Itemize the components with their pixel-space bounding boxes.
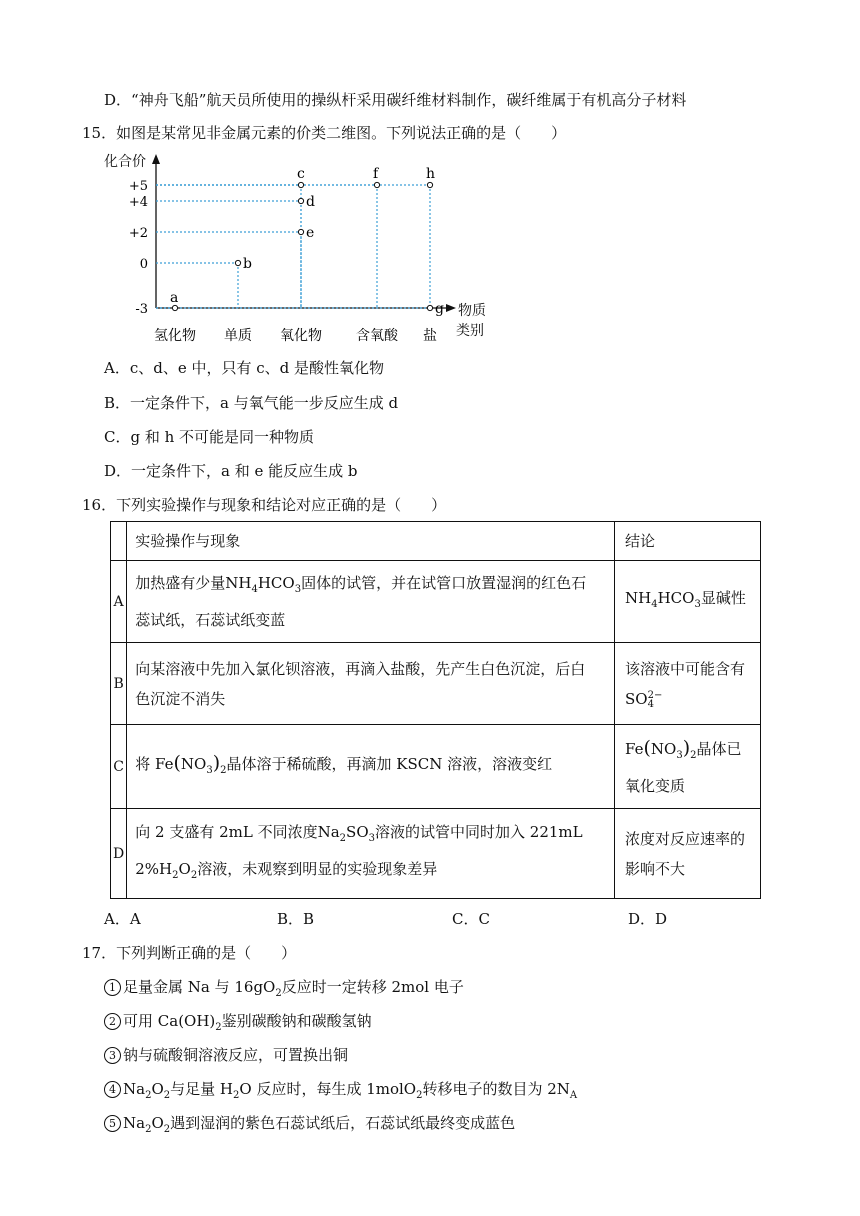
data-point-a <box>172 305 177 310</box>
data-point-label: a <box>170 290 179 306</box>
q15-stem: 15．如图是某常见非金属元素的价类二维图。下列说法正确的是（ ） <box>82 124 567 142</box>
x-tick-label: 氢化物 <box>154 328 196 344</box>
table-row <box>111 809 761 899</box>
row-label: A <box>111 561 127 643</box>
row-a-conclusion: $NH_4HCO_3$显碱性 <box>615 561 761 643</box>
x-tick-label: 氧化物 <box>280 328 322 344</box>
q17-item-5: 5 $Na_2O_2$遇到湿润的紫色石蕊试纸后，石蕊试纸最终变成蓝色 <box>104 1112 515 1141</box>
y-tick-label: -3 <box>135 302 148 317</box>
data-point-label: h <box>426 166 436 182</box>
data-point-label: c <box>297 166 305 182</box>
q17-item-4: 4 $Na_2O_2$与足量 $H_2O$ 反应时，每生成 1molO$_2$转移电子的数目为 $2N_A$ <box>104 1078 577 1107</box>
q15-option-a: A．c、d、e 中，只有 c、d 是酸性氧化物 <box>104 359 385 377</box>
y-tick-label: +2 <box>128 226 148 241</box>
table-header-row <box>111 522 761 561</box>
q16-option-d: D．D <box>628 910 668 928</box>
data-point-d <box>298 198 303 203</box>
q17-item-1: 1 足量金属 Na 与 $16gO_2$反应时一定转移 2mol 电子 <box>104 976 464 1005</box>
q17-item-3: 3 钠与硫酸铜溶液反应，可置换出铜 <box>104 1044 348 1066</box>
y-tick-label: +5 <box>128 179 148 194</box>
data-point-g <box>427 305 432 310</box>
row-c-conclusion: $Fe(NO_3)_2$晶体已 氧化变质 <box>615 725 761 809</box>
data-point-c <box>298 182 303 187</box>
data-point-h <box>427 182 432 187</box>
data-point-label: e <box>306 225 315 241</box>
header-operation: 实验操作与现象 <box>127 522 615 561</box>
x-axis-label-1: 物质 <box>458 303 486 319</box>
q15-option-c: C．g 和 h 不可能是同一种物质 <box>104 428 315 446</box>
q17-stem: 17．下列判断正确的是（ ） <box>82 944 297 962</box>
q16-option-c: C．C <box>452 910 490 928</box>
experiment-table <box>110 521 761 899</box>
q16-option-a: A．A <box>104 910 141 928</box>
row-c-operation: 将 $Fe(NO_3)_2$晶体溶于稀硫酸，再滴加 KSCN 溶液，溶液变红 <box>127 725 615 809</box>
data-point-b <box>235 260 240 265</box>
q14-option-d: D．“神舟飞船”航天员所使用的操纵杆采用碳纤维材料制作，碳纤维属于有机高分子材料 <box>104 91 687 109</box>
data-point-e <box>298 229 303 234</box>
data-point-label: b <box>243 256 252 272</box>
x-tick-label: 单质 <box>224 328 252 344</box>
x-axis-label-2: 类别 <box>456 323 484 339</box>
row-label: B <box>111 643 127 725</box>
row-a-operation: 加热盛有少量$NH_4HCO_3$固体的试管，并在试管口放置湿润的红色石 蕊试纸，石蕊试纸变蓝 <box>127 561 615 643</box>
row-label: C <box>111 725 127 809</box>
data-point-label: d <box>306 194 315 210</box>
q16-stem: 16．下列实验操作与现象和结论对应正确的是（ ） <box>82 496 447 514</box>
header-conclusion: 结论 <box>615 522 761 561</box>
row-label: D <box>111 809 127 899</box>
data-point-f <box>374 182 379 187</box>
valence-class-chart <box>100 150 500 345</box>
table-row <box>111 725 761 809</box>
q15-option-b: B．一定条件下，a 与氧气能一步反应生成 d <box>104 394 399 412</box>
y-tick-label: 0 <box>139 257 148 272</box>
x-tick-label: 盐 <box>423 328 437 344</box>
row-d-conclusion: 浓度对反应速率的 影响不大 <box>615 809 761 899</box>
row-d-operation: 向 2 支盛有 2mL 不同浓度$Na_2SO_3$溶液的试管中同时加入 221mL $2\%H_2O_2$溶液，未观察到明显的实验现象差异 <box>127 809 615 899</box>
table-row <box>111 561 761 643</box>
q16-option-b: B．B <box>277 910 315 928</box>
table-row <box>111 643 761 725</box>
row-b-operation: 向某溶液中先加入氯化钡溶液，再滴入盐酸，先产生白色沉淀，后白 色沉淀不消失 <box>127 643 615 725</box>
x-tick-label: 含氧酸 <box>356 328 398 344</box>
row-b-conclusion: 该溶液中可能含有 SO 2− 4 <box>615 643 761 725</box>
y-axis-label: 化合价 <box>104 154 146 170</box>
y-tick-label: +4 <box>128 195 148 210</box>
data-point-label: f <box>373 166 379 182</box>
q15-option-d: D．一定条件下，a 和 e 能反应生成 b <box>104 462 358 480</box>
header-blank <box>111 522 127 561</box>
q17-item-2: 2 可用 $Ca(OH)_2$鉴别碳酸钠和碳酸氢钠 <box>104 1010 372 1039</box>
data-point-label: g <box>435 301 444 317</box>
